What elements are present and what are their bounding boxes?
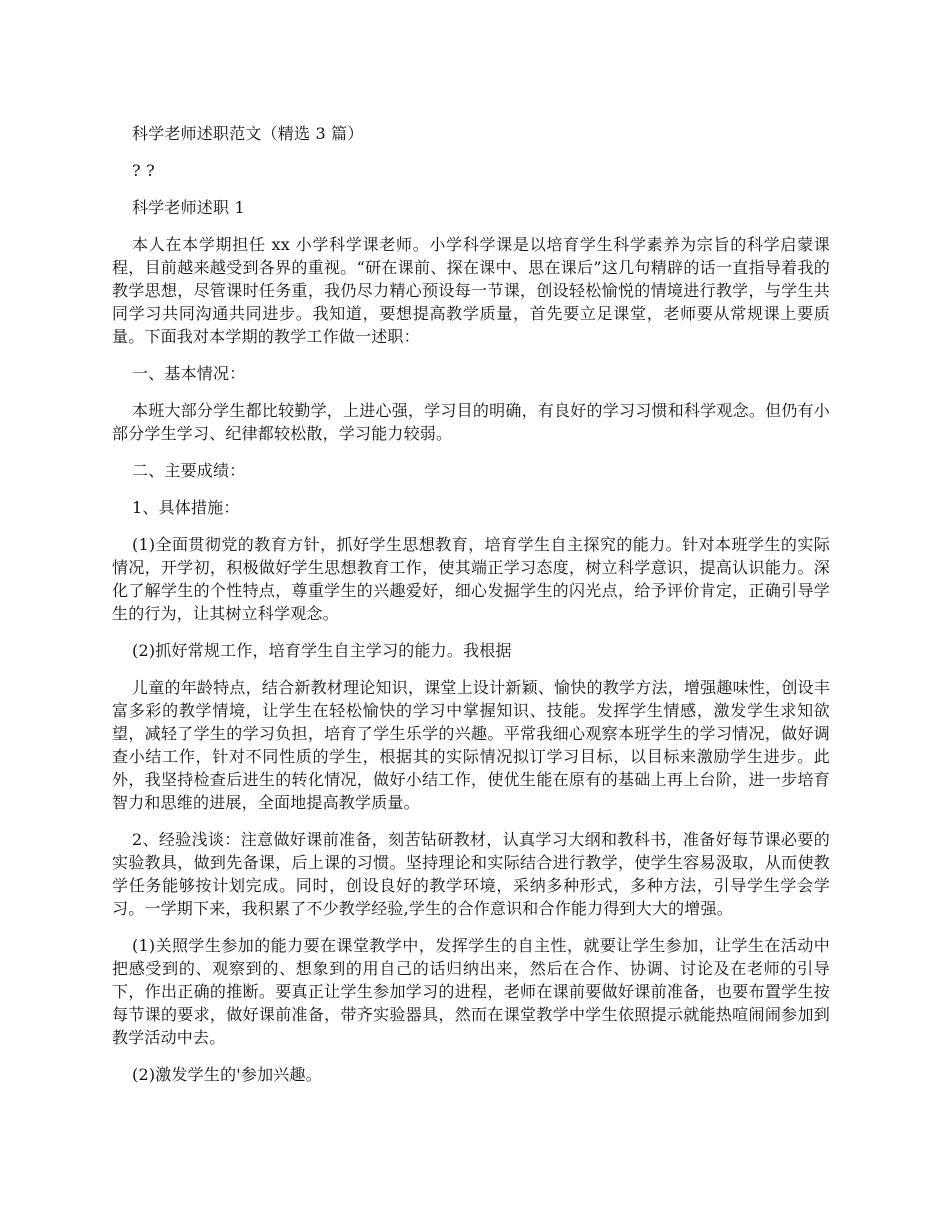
heading-main-achievements: 二、主要成绩： (132, 461, 246, 480)
section-heading: 科学老师述职 1 (132, 198, 245, 217)
basic-situation-paragraph: 本班大部分学生都比较勤学，上进心强，学习目的明确，有良好的学习习惯和科学观念。但仍有小部分学生学习、纪律都较松散，学习能力较弱。 (112, 401, 830, 443)
experience-1-paragraph: (1)关照学生参加的能力要在课堂教学中，发挥学生的自主性，就要让学生参加，让学生在活动中把感受到的、观察到的、想象到的用自己的话归纳出来，然后在合作、协调、讨论及在老师的引导下，作出正确的推断。要真正让学生参加学习的进程，老师在课前要做好课前准备，也要布置学生按每节课的要求，做好课前准备，带齐实验器具，然而在课堂教学中学生依照提示就能热喧闹闹参加到教学活动中去。 (112, 936, 830, 1047)
measure-2-continued-paragraph: 儿童的年龄特点，结合新教材理论知识，课堂上设计新颖、愉快的教学方法，增强趣味性，创设丰富多彩的教学情境，让学生在轻松愉快的学习中掌握知识、技能。发挥学生情感，激发学生求知欲望，减轻了学生的学习负担，培育了学生乐学的兴趣。平常我细心观察本班学生的学习情况，做好调查小结工作，针对不同性质的学生，根据其的实际情况拟订学习目标，以目标来激励学生进步。此外，我坚持检查后进生的转化情况，做好小结工作，使优生能在原有的基础上再上台阶，进一步培育智力和思维的进展，全面地提高教学质量。 (112, 678, 830, 812)
intro-paragraph: 本人在本学期担任 xx 小学科学课老师。小学科学课是以培育学生科学素养为宗旨的科学启蒙课程，目前越来越受到各界的重视。“研在课前、探在课中、思在课后”这几句精辟的话一直指导着我的教学思想，尽管课时任务重，我仍尽力精心预设每一节课，创设轻松愉悦的情境进行教学，与学生共同学习共同沟通共同进步。我知道，要想提高教学质量，首先要立足课堂，老师要从常规课上要质量。下面我对本学期的教学工作做一述职： (112, 235, 830, 346)
experience-paragraph: 2、经验浅谈：注意做好课前准备，刻苦钻研教材，认真学习大纲和教科书，准备好每节课必要的实验教具，做到先备课，后上课的习惯。坚持理论和实际结合进行教学，使学生容易汲取，从而使教学任务能够按计划完成。同时，创设良好的教学环境，采纳多种形式，多种方法，引导学生学会学习。一学期下来，我积累了不少教学经验,学生的合作意识和合作能力得到大大的增强。 (112, 830, 830, 918)
experience-2-paragraph: (2)激发学生的'参加兴趣。 (132, 1065, 322, 1084)
document-title: 科学老师述职范文（精选 3 篇） (132, 124, 364, 143)
measure-1-paragraph: (1)全面贯彻党的教育方针，抓好学生思想教育，培育学生自主探究的能力。针对本班学生的实际情况，开学初，积极做好学生思想教育工作，使其端正学习态度，树立科学意识，提高认识能力。深化了解学生的个性特点，尊重学生的兴趣爱好，细心发掘学生的闪光点，给予评价肯定，正确引导学生的行为，让其树立科学观念。 (112, 535, 830, 623)
heading-specific-measures: 1、具体措施： (132, 498, 240, 517)
heading-basic-situation: 一、基本情况： (132, 364, 246, 383)
measure-2-paragraph: (2)抓好常规工作，培育学生自主学习的能力。我根据 (132, 641, 512, 660)
document-body (112, 118, 830, 1100)
separator-text: ? ? (132, 161, 155, 180)
